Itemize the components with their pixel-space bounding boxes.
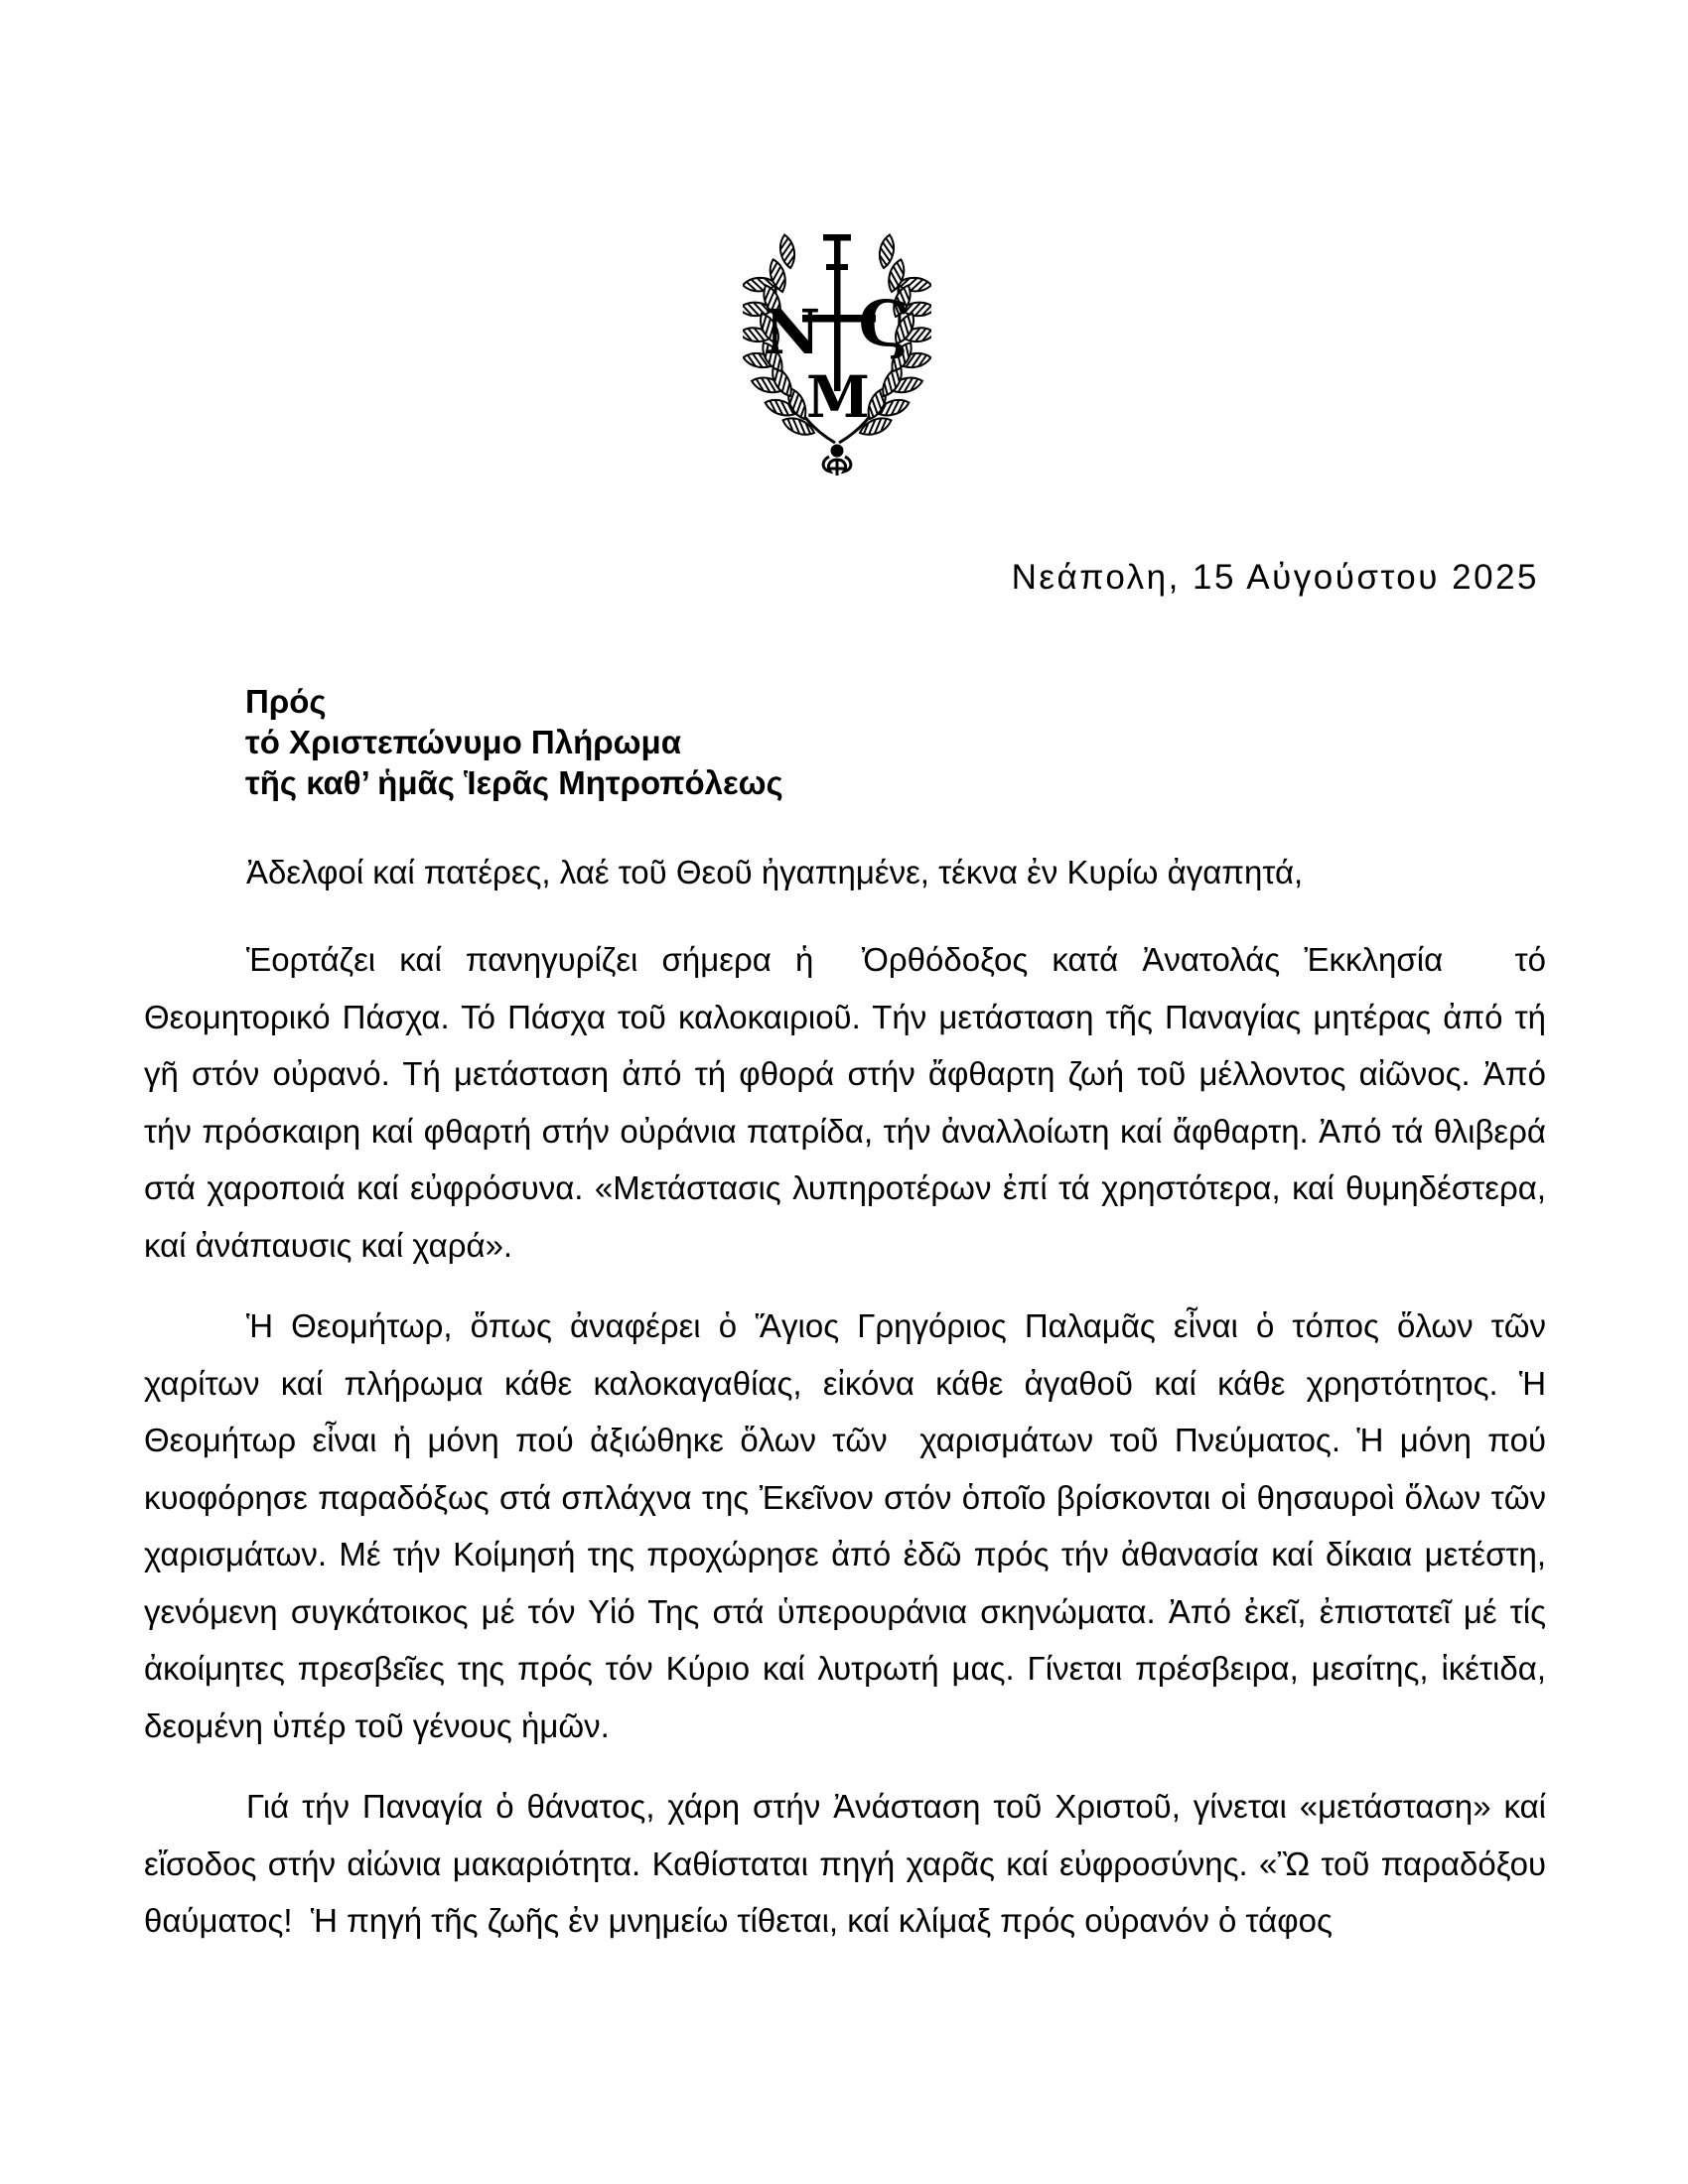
body-paragraph-3: Γιά τήν Παναγία ὁ θάνατος, χάρη στήν Ἀνάσταση τοῦ Χριστοῦ, γίνεται «μετάσταση» καί εἴσοδος στήν αἰώνια μακαριότητα. Καθίσταται πηγή χαρᾶς καί εὐφροσύνης. «Ὢ τοῦ παραδόξου θαύματος! Ἡ πηγή τῆς ζωῆς ἐν μνημείω τίθεται, καί κλίμαξ πρός οὐρανόν ὁ τάφος <box>144 1788 1556 1939</box>
body-paragraph-2: Ἡ Θεομήτωρ, ὅπως ἀναφέρει ὁ Ἅγιος Γρηγόριος Παλαμᾶς εἶναι ὁ τόπος ὅλων τῶν χαρίτων καί πλήρωμα κάθε καλοκαγαθίας, εἰκόνα κάθε ἀγαθοῦ καί κάθε χρηστότητος. Ἡ Θεομήτωρ εἶναι ἡ μόνη πού ἀξιώθηκε ὅλων τῶν χαρισμάτων τοῦ Πνεύματος. Ἡ μόνη πού κυοφόρησε παραδόξως στά σπλάχνα της Ἐκεῖνον στόν ὁποῖο βρίσκονται οἱ θησαυροὶ ὅλων τῶν χαρισμάτων. Μέ τήν Κοίμησή της προχώρησε ἀπό ἐδῶ πρός τήν ἀθανασία καί δίκαια μετέστη, γενόμενη συγκάτοικος μέ τόν Υἱό Της στά ὑπερουράνια σκηνώματα. Ἀπό ἐκεῖ, ἐπιστατεῖ μέ τίς ἀκοίμητες πρεσβεῖες της πρός τόν Κύριο καί λυτρωτή μας. Γίνεται πρέσβειρα, μεσίτης, ἱκέτιδα, δεομένη ὑπέρ τοῦ γένους ἡμῶν. <box>144 1307 1556 1744</box>
monogram-letter-stigma: Ϛ <box>858 287 910 361</box>
metropolis-emblem <box>743 222 931 478</box>
monogram-letter-n: N <box>764 296 821 368</box>
recipient-line-mitropoleos: τῆς καθ’ ἡμᾶς Ἱερᾶς Μητροπόλεως <box>245 764 783 801</box>
recipient-line-pliroma: τό Χριστεπώνυμο Πλήρωμα <box>245 724 682 760</box>
letter-body <box>144 931 1556 1974</box>
monogram-letter-m: M <box>805 363 871 431</box>
body-paragraph-1: Ἑορτάζει καί πανηγυρίζει σήμερα ἡ Ὀρθόδοξος κατά Ἀνατολάς Ἐκκλησία τό Θεομητορικό Πάσχα. Τό Πάσχα τοῦ καλοκαιριοῦ. Τήν μετάσταση τῆς Παναγίας μητέρας ἀπό τή γῆ στόν οὐρανό. Τή μετάσταση ἀπό τή φθορά στήν ἄφθαρτη ζωή τοῦ μέλλοντος αἰῶνος. Ἀπό τήν πρόσκαιρη καί φθαρτή στήν οὐράνια πατρίδα, τήν ἀναλλοίωτη καί ἄφθαρτη. Ἀπό τά θλιβερά στά χαροποιά καί εὐφρόσυνα. «Μετάστασις λυπηροτέρων ἐπί τά χρηστότερα, καί θυμηδέστερα, καί ἀνάπαυσις καί χαρά». <box>144 941 1556 1264</box>
wreath-knot <box>823 446 851 476</box>
salutation: Ἀδελφοί καί πατέρες, λαέ τοῦ Θεοῦ ἠγαπημένε, τέκνα ἐν Κυρίω ἀγαπητά, <box>246 854 1304 890</box>
recipient-block <box>245 681 783 803</box>
laurel-wreath-monogram-icon <box>743 222 931 478</box>
recipient-line-pros: Πρός <box>245 683 327 720</box>
dateline: Νεάπολη, 15 Αὐγούστου 2025 <box>1011 558 1539 597</box>
